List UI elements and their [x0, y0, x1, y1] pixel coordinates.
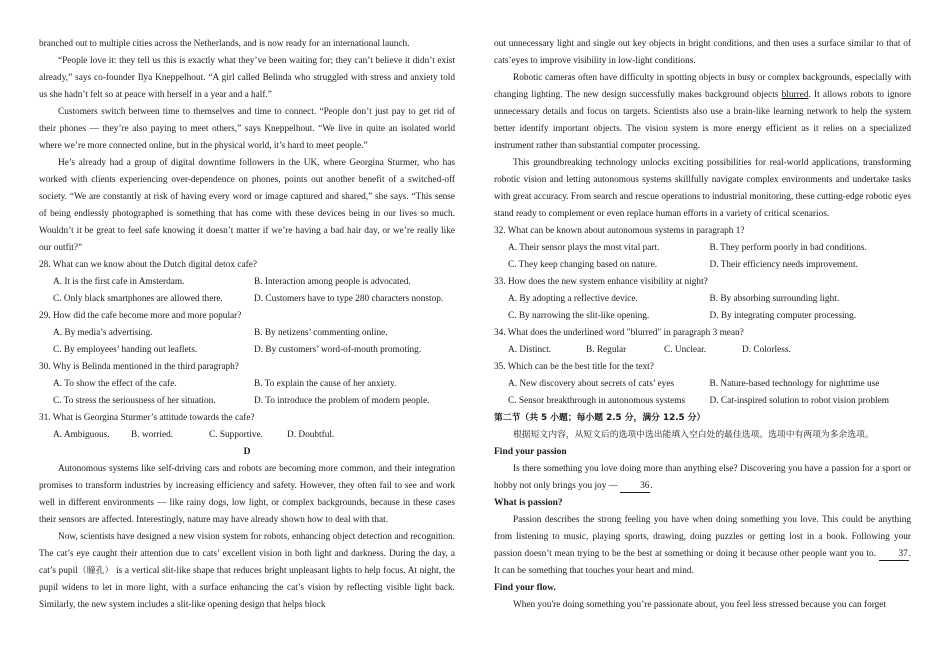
question-stem: 29. How did the cafe become more and more popular? — [39, 311, 242, 321]
option[interactable]: C. Supportive. — [209, 430, 263, 440]
question-33 — [494, 274, 911, 325]
question-34 — [494, 325, 911, 359]
passage-c-paragraph: He’s already had a group of digital downtime followers in the UK, where Georgina Sturmer, who has worked with clients experiencing over-dependence on phones, points out another benefit of a switched-off society. “We are constantly at risk of having every word or image captured and shared,” she says. “This sense of being endlessly photographed is something that has come with these devices being in our lives so much. Wouldn’t it be great to feel safe knowing it doesn’t matter if we’re having a bad hair day, or we’re really like our outfit?” — [39, 158, 455, 253]
option[interactable]: A. By media’s advertising. — [53, 328, 153, 338]
question-stem: 32. What can be known about autonomous systems in paragraph 1? — [494, 226, 745, 236]
option[interactable]: D. Doubtful. — [287, 430, 335, 440]
option[interactable]: C. They keep changing based on nature. — [508, 260, 658, 270]
question-29 — [39, 308, 455, 359]
option[interactable]: B. Interaction among people is advocated. — [254, 277, 411, 287]
options — [494, 240, 911, 274]
options — [494, 291, 911, 325]
passage-d-paragraph: out unnecessary light and single out key objects in bright conditions, and then uses a surface similar to that of cats’eyes to improve visibility in low-light conditions. — [494, 39, 911, 66]
question-stem: 31. What is Georgina Sturmer’s attitude towards the cafe? — [39, 413, 255, 423]
passage-d-paragraph — [494, 70, 911, 155]
text-run: Now, scientists have designed a new vision system for robots, enhancing object detection and recognition. The cat’s eye caught their attention due to cats’ excellent vision in both light and darkness. During the day, a cat’s pupil — [39, 532, 455, 576]
passage-d-paragraph — [39, 529, 455, 614]
question-stem: 30. Why is Belinda mentioned in the third paragraph? — [39, 362, 239, 372]
option[interactable]: B. Regular — [586, 345, 627, 355]
options — [39, 274, 455, 308]
options — [39, 376, 455, 410]
text-run: Is there something you love doing more than anything else? Discovering you have a passion for a sport or hobby not only brings you joy — — [494, 464, 911, 491]
options — [39, 325, 455, 359]
option[interactable]: C. By employees’ handing out leaflets. — [53, 345, 198, 355]
passage-heading: What is passion? — [494, 498, 563, 508]
question-35 — [494, 359, 911, 410]
section-two-title: 第二节（共 5 小题；每小题 2.5 分，满分 12.5 分） — [494, 413, 706, 423]
question-stem: 35. Which can be the best title for the text? — [494, 362, 654, 372]
options — [39, 427, 455, 444]
section-two-instructions: 根据短文内容，从短文后的选项中选出能填入空白处的最佳选项。选项中有两项为多余选项。 — [513, 430, 874, 440]
text-run: Robotic cameras often have difficulty in spotting objects in busy or complex backgrounds, especially with changing lighting. The new design successfully makes background objects — [494, 73, 911, 100]
question-31 — [39, 410, 455, 444]
question-stem: 33. How does the new system enhance visibility at night? — [494, 277, 708, 287]
option[interactable]: A. Distinct. — [508, 345, 552, 355]
option[interactable]: B. worried. — [131, 430, 174, 440]
option[interactable]: B. By netizens’ commenting online. — [254, 328, 388, 338]
text-run: Passion describes the strong feeling you have when doing something you love. This could be anything from listening to music, playing sports, drawing, doing puzzles or getting lost in a book. Following your passion doesn’t mean trying to be the best at something or doing it because other people want you to. — [494, 515, 911, 559]
text-run: . It can be something that touches your heart and mind. — [494, 549, 912, 576]
passage-c-paragraph: Customers switch between time to themselves and time to connect. “People don’t just pay to get rid of their phones — they’re also paying to meet others,” says Kneppelhout. “We live in quite an isolated world where we’re more connected online, but in the physical world, it’s hard to meet people.” — [39, 107, 455, 151]
text-run: . It allows robots to ignore unnecessary details and focus on targets. Scientists also use a brain-like learning network to help the system better identify important objects. The vision system is more energy efficient as it relies on a specialized instrument rather than substantial computer processing. — [494, 90, 911, 151]
option[interactable]: A. Ambiguous. — [53, 430, 110, 440]
passage-paragraph — [494, 512, 911, 580]
passage-paragraph: Is there something you love doing more than anything else? Discovering you have a passion for a sport or hobby not only brings you joy — 36. — [494, 464, 911, 491]
passage-d-paragraph: This groundbreaking technology unlocks exciting possibilities for real-world applications, transforming robotic vision and letting autonomous systems skillfully navigate complex environments and undertake tasks with great accuracy. From search and rescue operations to industrial monitoring, these cutting-edge robotic eyes stand ready to complement or even replace human efforts in a variety of critical scenarios. — [494, 158, 911, 219]
option[interactable]: A. Their sensor plays the most vital part. — [508, 243, 660, 253]
passage-heading: Find your flow. — [494, 583, 556, 593]
option[interactable]: B. To explain the cause of her anxiety. — [254, 379, 397, 389]
section-d-heading: D — [243, 447, 251, 457]
option[interactable]: A. To show the effect of the cafe. — [53, 379, 177, 389]
question-28 — [39, 257, 455, 308]
option[interactable]: C. To stress the seriousness of her situation. — [53, 396, 216, 406]
underlined-word: blurred — [781, 90, 809, 100]
options — [494, 376, 911, 410]
passage-d-paragraph: Autonomous systems like self-driving cars and robots are becoming more common, and their integration promises to transform industries by increasing efficiency and safety. However, they often fail to see and work well in different environments — like rainy dogs, low light, or complex backgrounds, because in these cases their sensors are affected. Interestingly, nature may have already shown how to deal with that. — [39, 464, 455, 525]
option[interactable]: D. By customers’ word-of-mouth promoting. — [254, 345, 422, 355]
left-column — [39, 36, 455, 614]
chinese-gloss: （瞳孔） — [77, 566, 114, 576]
passage-paragraph: When you're doing something you’re passionate about, you feel less stressed because you can forget — [513, 600, 887, 610]
question-stem: 28. What can we know about the Dutch digital detox cafe? — [39, 260, 257, 270]
option[interactable]: D. To introduce the problem of modern people. — [254, 396, 430, 406]
passage-c-paragraph: branched out to multiple cities across the Netherlands, and is now ready for an international launch. — [39, 39, 410, 49]
option[interactable]: D. Colorless. — [742, 345, 791, 355]
option[interactable]: D. Customers have to type 280 characters nonstop. — [254, 294, 444, 304]
option[interactable]: C. Only black smartphones are allowed there. — [53, 294, 223, 304]
question-30 — [39, 359, 455, 410]
option[interactable]: A. It is the first cafe in Amsterdam. — [53, 277, 185, 287]
passage-heading: Find your passion — [494, 447, 567, 457]
options — [494, 342, 911, 359]
blank-37[interactable]: 37 — [879, 548, 909, 561]
option[interactable]: A. By adopting a reflective device. — [508, 294, 638, 304]
question-stem: 34. What does the underlined word "blurred" in paragraph 3 mean? — [494, 328, 744, 338]
option[interactable]: A. New discovery about secrets of cats’ eyes — [508, 379, 675, 389]
question-32 — [494, 223, 911, 274]
passage-c-paragraph: “People love it: they tell us this is exactly what they’ve been waiting for; they can’t believe it didn’t exist already,” says co-founder Ilya Kneppelhout. “A girl called Belinda who struggled with stress and anxiety told us she hadn’t felt so at peace with herself in a year and a half.” — [39, 56, 455, 100]
option[interactable]: B. By absorbing surrounding light. — [709, 294, 840, 304]
option[interactable]: D. Cat-inspired solution to robot vision problem — [709, 396, 889, 406]
option[interactable]: B. They perform poorly in bad conditions. — [709, 243, 867, 253]
blank-36[interactable]: 36 — [620, 480, 650, 493]
text-run: is a vertical slit-like shape that reduces bright unpleasant lights to help focus. At night, the pupil widens to let in more light, with a surface enhancing the cat’s vision by reflecting visible light back. Similarly, the new system includes a slit-like opening design that helps block — [39, 566, 455, 610]
option[interactable]: D. By integrating computer processing. — [709, 311, 857, 321]
option[interactable]: C. Unclear. — [664, 345, 707, 355]
option[interactable]: C. Sensor breakthrough in autonomous systems — [508, 396, 686, 406]
option[interactable]: B. Nature-based technology for nighttime use — [709, 379, 880, 389]
option[interactable]: C. By narrowing the slit-like opening. — [508, 311, 650, 321]
right-column — [494, 36, 911, 614]
option[interactable]: D. Their efficiency needs improvement. — [709, 260, 858, 270]
